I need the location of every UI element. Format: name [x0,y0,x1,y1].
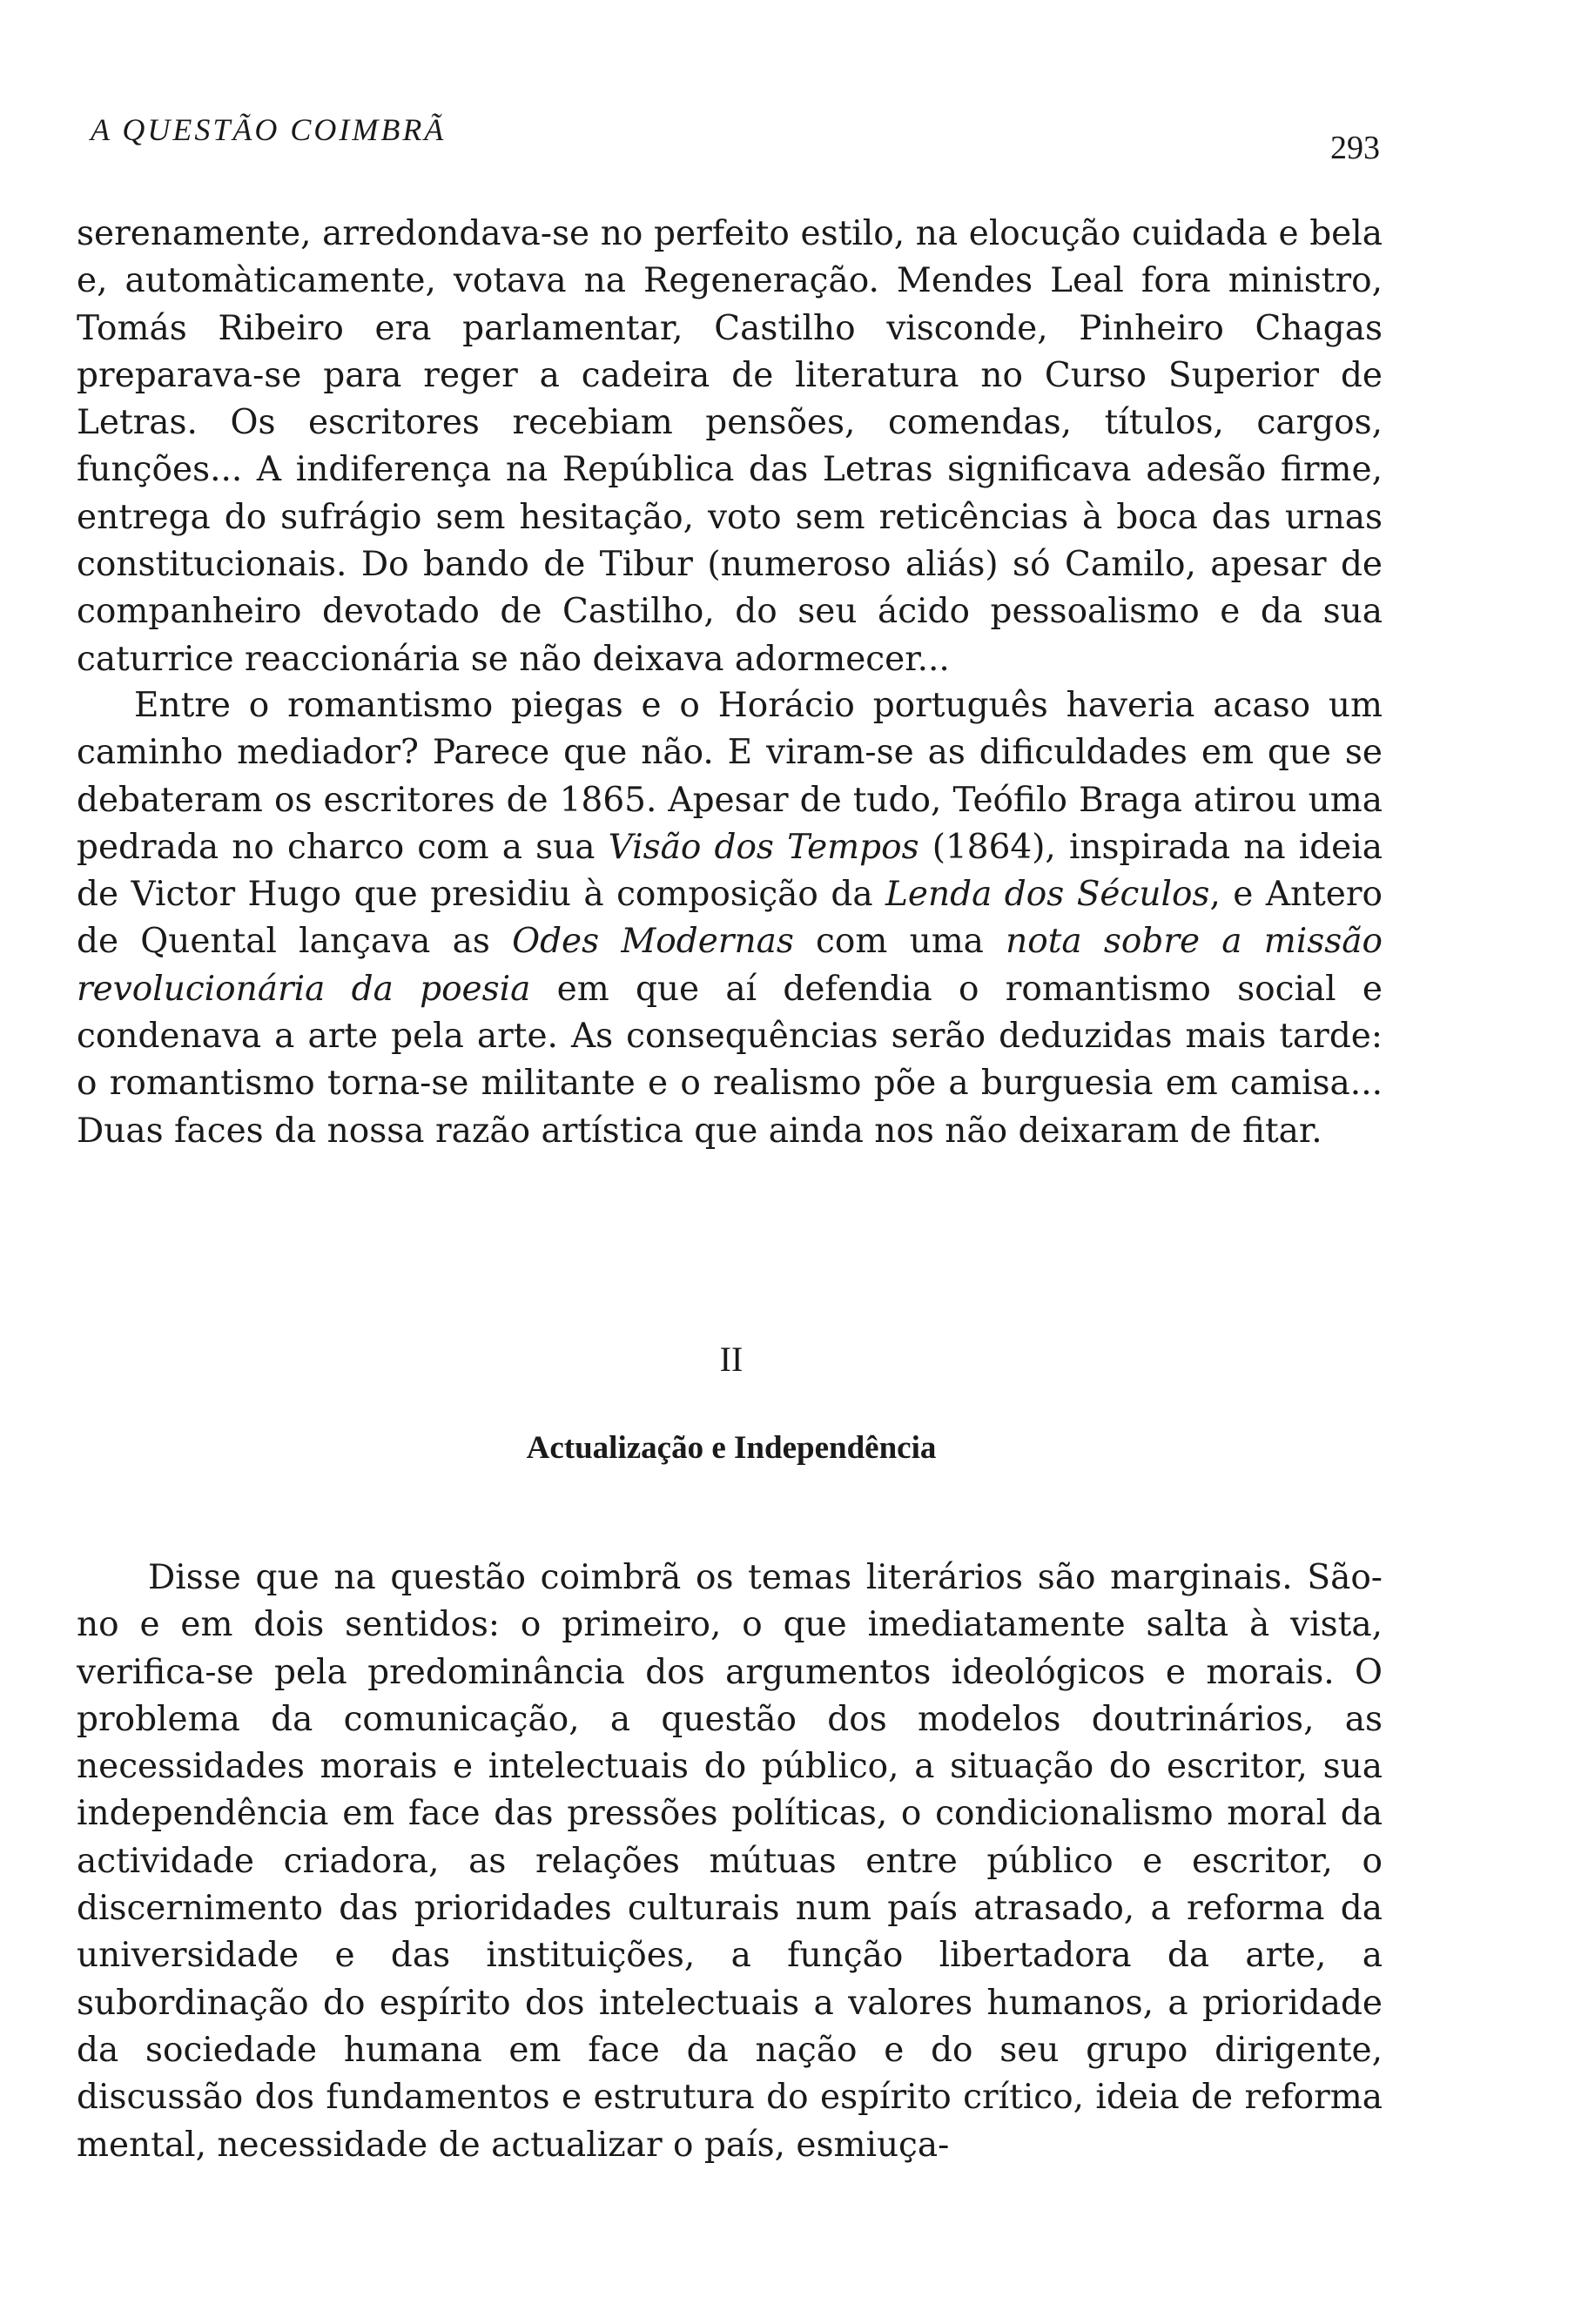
section-number: II [719,1340,744,1379]
running-head: A QUESTÃO COIMBRÃ [91,112,447,147]
body-paragraph: Disse que na questão coimbrã os temas literários são marginais. São-no e em dois sentidos: o primeiro, o que imediatamente salta à vista, verifica-se pela predominância dos argumentos ideológicos e morais. O problema da comunicação, a questão dos modelos doutrinários, as necessidades morais e intelectuais do público, a situação do escritor, sua independência em face das pressões políticas, o condicionalismo moral da actividade criadora, as relações mútuas entre público e escritor, o discernimento das prioridades culturais num país atrasado, a reforma da universidade e das instituições, a função libertadora da arte, a subordinação do espírito dos intelectuais a valores humanos, a prioridade da sociedade humana em face da nação e do seu grupo dirigente, discussão dos fundamentos e estrutura do espírito crítico, ideia de reforma mental, necessidade de actualizar o país, esmiuça- [77,1558,1383,2165]
body-paragraph [77,682,1383,1155]
paragraph-text: , e Antero de Quental lançava as [77,875,1383,962]
book-title: Visão dos Tempos [608,827,919,867]
paragraph-text: (1864), inspirada na ideia de Victor Hugo que presidiu à composição da [77,827,1383,915]
body-paragraph: serenamente, arredondava-se no perfeito estilo, na elocução cuidada e bela e, automàticamente, votava na Regeneração. Mendes Leal fora ministro, Tomás Ribeiro era parlamentar, Castilho visconde, Pinheiro Chagas preparava-se para reger a cadeira de literatura no Curso Superior de Letras. Os escritores recebiam pensões, comendas, títulos, cargos, funções... A indiferença na República das Letras significava adesão firme, entrega do sufrágio sem hesitação, voto sem reticências à boca das urnas constitucionais. Do bando de Tibur (numeroso aliás) só Camilo, apesar de companheiro devotado de Castilho, do seu ácido pessoalismo e da sua caturrice reaccionária se não deixava adormecer... [77,214,1383,679]
paragraph-text: Entre o romantismo piegas e o Horácio português haveria acaso um caminho mediador? Parece que não. E viram-se as dificuldades em que se debateram os escritores de 1865. Apesar de tudo, Teófilo Braga atirou uma pedrada no charco com a sua [77,686,1383,867]
page-number: 293 [1330,130,1380,166]
paragraph-text: com uma [793,922,1006,962]
section-title: Actualização e Independência [526,1430,937,1466]
paragraph-text: em que aí defendia o romantismo social e condenava a arte pela arte. As consequências serão deduzidas mais tarde: o romantismo torna-se militante e o realismo põe a burguesia em camisa... Duas faces da nossa razão artística que ainda nos não deixaram de fitar. [77,969,1383,1151]
book-title: Odes Modernas [512,922,794,962]
work-title: nota sobre a missão revolucionária da poesia [77,922,1383,1009]
book-title: Lenda dos Séculos [885,875,1210,915]
